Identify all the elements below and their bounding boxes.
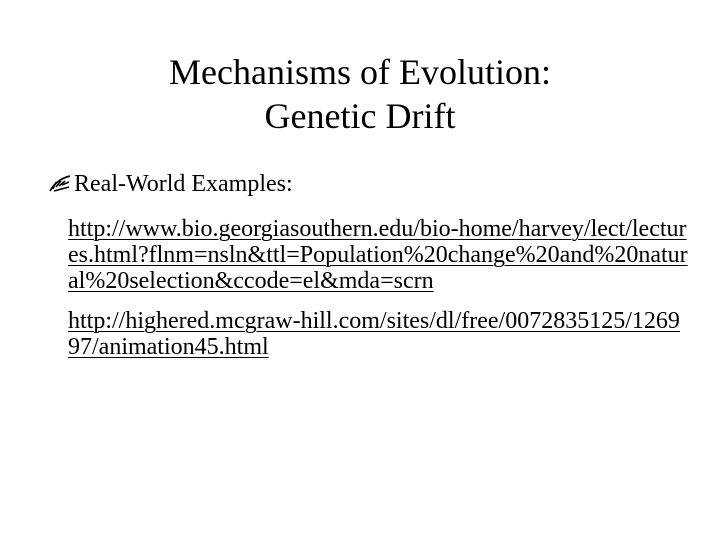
bullet-item — [48, 168, 293, 200]
link-mcgraw-hill[interactable]: http://highered.mcgraw-hill.com/sites/dl/free/0072835125/126997/animation45.html — [68, 308, 680, 360]
title-line-2: Genetic Drift — [264, 96, 456, 136]
link-list — [68, 216, 688, 374]
sun-burst-icon — [48, 173, 72, 193]
title-line-1: Mechanisms of Evolution: — [169, 52, 551, 92]
bullet-text: Real-World Examples: — [74, 171, 293, 197]
link-georgiasouthern[interactable]: http://www.bio.georgiasouthern.edu/bio-home/harvey/lect/lectures.html?flnm=nsln&ttl=Population%20change%20and%20natural%20selection&ccode=el&mda=scrn — [68, 216, 688, 294]
slide-title — [0, 50, 720, 138]
